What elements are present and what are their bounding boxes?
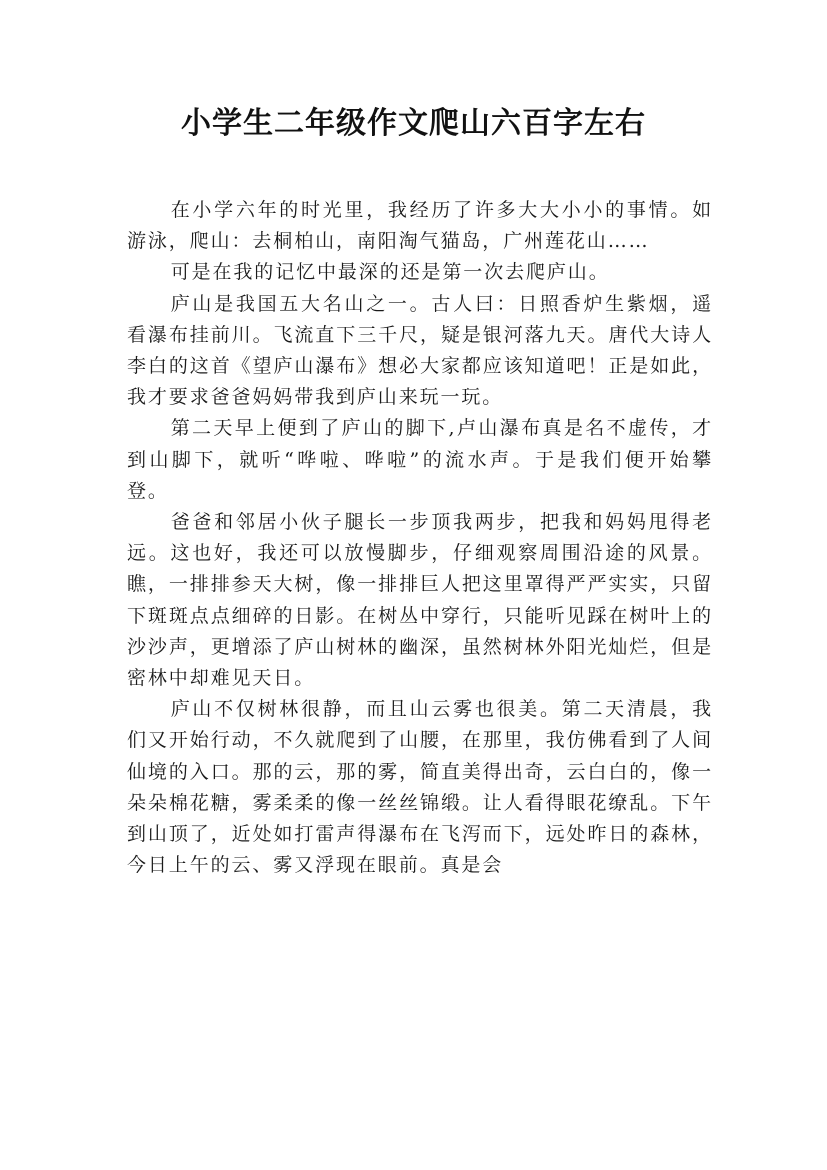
document-body (127, 195, 713, 881)
paragraph-5: 爸爸和邻居小伙子腿长一步顶我两步，把我和妈妈甩得老远。这也好，我还可以放慢脚步，仔细观察周围沿途的风景。瞧，一排排参天大树，像一排排巨人把这里罩得严严实实，只留下斑斑点点细碎的日影。在树丛中穿行，只能听见踩在树叶上的沙沙声，更增添了庐山树林的幽深，虽然树林外阳光灿烂，但是密林中却难见天日。 (127, 511, 713, 690)
document-title: 小学生二年级作文爬山六百字左右 (181, 106, 646, 141)
paragraph-1: 在小学六年的时光里，我经历了许多大大小小的事情。如游泳，爬山：去桐柏山，南阳淘气猫岛，广州莲花山…… (127, 199, 713, 253)
paragraph-2: 可是在我的记忆中最深的还是第一次去爬庐山。 (170, 261, 610, 284)
paragraph-6: 庐山不仅树林很静，而且山云雾也很美。第二天清晨，我们又开始行动，不久就爬到了山腰，在那里，我仿佛看到了人间仙境的入口。那的云，那的雾，简直美得出奇，云白白的，像一朵朵棉花糖，雾柔柔的像一丝丝锦缎。让人看得眼花缭乱。下午到山顶了，近处如打雷声得瀑布在飞泻而下，远处昨日的森林，今日上午的云、雾又浮现在眼前。真是会 (127, 698, 713, 877)
paragraph-4: 第二天早上便到了庐山的脚下,卢山瀑布真是名不虚传，才到山脚下，就听“哗啦、哗啦”的流水声。于是我们便开始攀登。 (127, 417, 713, 502)
paragraph-3: 庐山是我国五大名山之一。古人曰：日照香炉生紫烟，遥看瀑布挂前川。飞流直下三千尺，疑是银河落九天。唐代大诗人李白的这首《望庐山瀑布》想必大家都应该知道吧！正是如此，我才要求爸爸妈妈带我到庐山来玩一玩。 (127, 292, 713, 409)
